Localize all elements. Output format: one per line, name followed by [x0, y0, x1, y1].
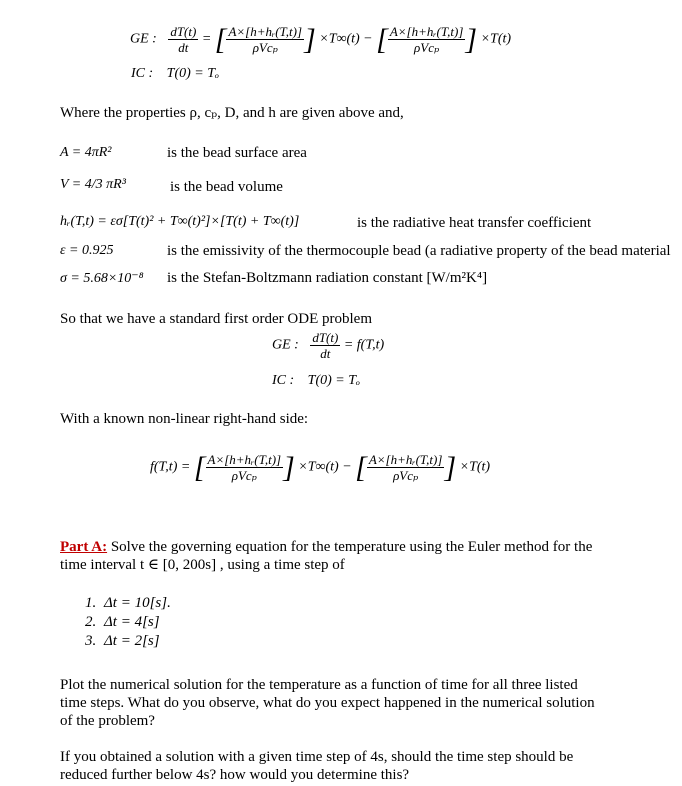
fraction-numerator: A×[h+hᵣ(T,t)]	[207, 452, 282, 467]
rhs-intro: With a known non-linear right-hand side:	[60, 411, 309, 427]
fraction-numerator: A×[h+hᵣ(T,t)]	[368, 452, 443, 467]
ic-line	[131, 66, 219, 82]
def-volume-expr: V = 4/3 πR³	[60, 177, 126, 192]
right-bracket: ]	[283, 450, 295, 484]
fraction-numerator: A×[h+hᵣ(T,t)]	[228, 24, 303, 39]
def-hr-expr: hᵣ(T,t) = εσ[T(t)² + T∞(t)²]×[T(t) + T∞(t)]	[60, 214, 300, 229]
dTdt-fraction	[168, 24, 198, 55]
def-area-expr: A = 4πR²	[60, 145, 112, 160]
part-a-line2: time interval t ∈ [0, 200s] , using a time step of	[60, 557, 345, 573]
question2-line2: reduced further below 4s? how would you determine this?	[60, 767, 410, 783]
ode-equation	[272, 330, 384, 361]
fraction-denominator: dt	[178, 40, 189, 55]
time-step-list	[80, 594, 171, 651]
def-emissivity-expr: ε = 0.925	[60, 243, 114, 258]
term-fraction	[367, 452, 445, 483]
ode-ic-line	[272, 373, 360, 389]
question1-line1: Plot the numerical solution for the temperature as a function of time for all three listed	[60, 677, 578, 693]
ge-middle-term: ×T∞(t) −	[319, 31, 373, 47]
term-fraction	[226, 24, 304, 55]
ode-dTdt-fraction	[310, 330, 340, 361]
def-area-desc: is the bead surface area	[167, 145, 307, 161]
fraction-denominator: ρVcₚ	[393, 468, 419, 483]
left-bracket: [	[376, 22, 388, 56]
question2-line1: If you obtained a solution with a given time step of 4s, should the time step should be	[60, 749, 574, 765]
intro-text: Where the properties ρ, cₚ, D, and h are given above and,	[60, 105, 404, 121]
f-equation	[150, 452, 490, 483]
ge-end-term: ×T(t)	[480, 31, 512, 47]
fraction-numerator: dT(t)	[312, 330, 339, 345]
ic-label: IC :	[131, 66, 154, 81]
ode-ge-label: GE :	[272, 337, 299, 353]
right-bracket: ]	[465, 22, 478, 56]
fraction-numerator: dT(t)	[170, 24, 197, 39]
left-bracket: [	[214, 22, 227, 56]
right-bracket: ]	[444, 450, 457, 484]
left-bracket: [	[193, 450, 206, 484]
term-fraction	[206, 452, 284, 483]
ode-intro: So that we have a standard first order ODE problem	[60, 311, 372, 327]
def-sigma-desc: is the Stefan-Boltzmann radiation constant [W/m²K⁴]	[167, 270, 488, 286]
list-item: 2. Δt = 4[s]	[100, 613, 171, 632]
ge-label: GE :	[130, 31, 157, 47]
fraction-numerator: A×[h+hᵣ(T,t)]	[389, 24, 464, 39]
term-fraction	[388, 24, 466, 55]
def-sigma-expr: σ = 5.68×10⁻⁸	[60, 271, 144, 286]
def-emissivity-desc: is the emissivity of the thermocouple bead (a radiative property of the bead material	[167, 243, 671, 259]
ic-expression: T(0) = Tₒ	[166, 66, 220, 81]
ode-rhs: = f(T,t)	[343, 337, 385, 353]
ode-ic-expression: T(0) = Tₒ	[307, 373, 361, 388]
left-bracket: [	[355, 450, 367, 484]
def-hr-desc: is the radiative heat transfer coefficient	[357, 215, 592, 231]
question1-line3: of the problem?	[60, 713, 155, 729]
fraction-denominator: ρVcₚ	[414, 40, 440, 55]
f-lhs: f(T,t) =	[150, 459, 191, 475]
fraction-denominator: ρVcₚ	[231, 468, 257, 483]
ge-equation: GE : $\frac{dT(t)}{dt}$ = [ $\frac{\text{A×[h+hᵣ(T,t)]}}{\text{ρVcₚ}}$ ] ×T∞(t) − [ $\frac{\text{A×[h+hᵣ(T,t)]}}{\text{ρVcₚ}}$ ] ×T(t)	[130, 22, 512, 56]
f-middle-term: ×T∞(t) −	[298, 459, 352, 475]
fraction-denominator: ρVcₚ	[252, 40, 278, 55]
def-volume-desc: is the bead volume	[170, 179, 283, 195]
f-end-term: ×T(t)	[459, 459, 491, 475]
list-item: 3. Δt = 2[s]	[100, 632, 171, 651]
part-a-line1	[60, 538, 592, 556]
ode-ic-label: IC :	[272, 373, 295, 388]
question1-line2: time steps. What do you observe, what do you expect happened in the numerical solution	[60, 695, 595, 711]
part-a-text: Solve the governing equation for the temperature using the Euler method for the	[107, 539, 593, 555]
right-bracket: ]	[304, 22, 316, 56]
list-item: 1. Δt = 10[s].	[100, 594, 171, 613]
fraction-denominator: dt	[320, 346, 331, 361]
part-a-label: Part A:	[60, 539, 108, 555]
